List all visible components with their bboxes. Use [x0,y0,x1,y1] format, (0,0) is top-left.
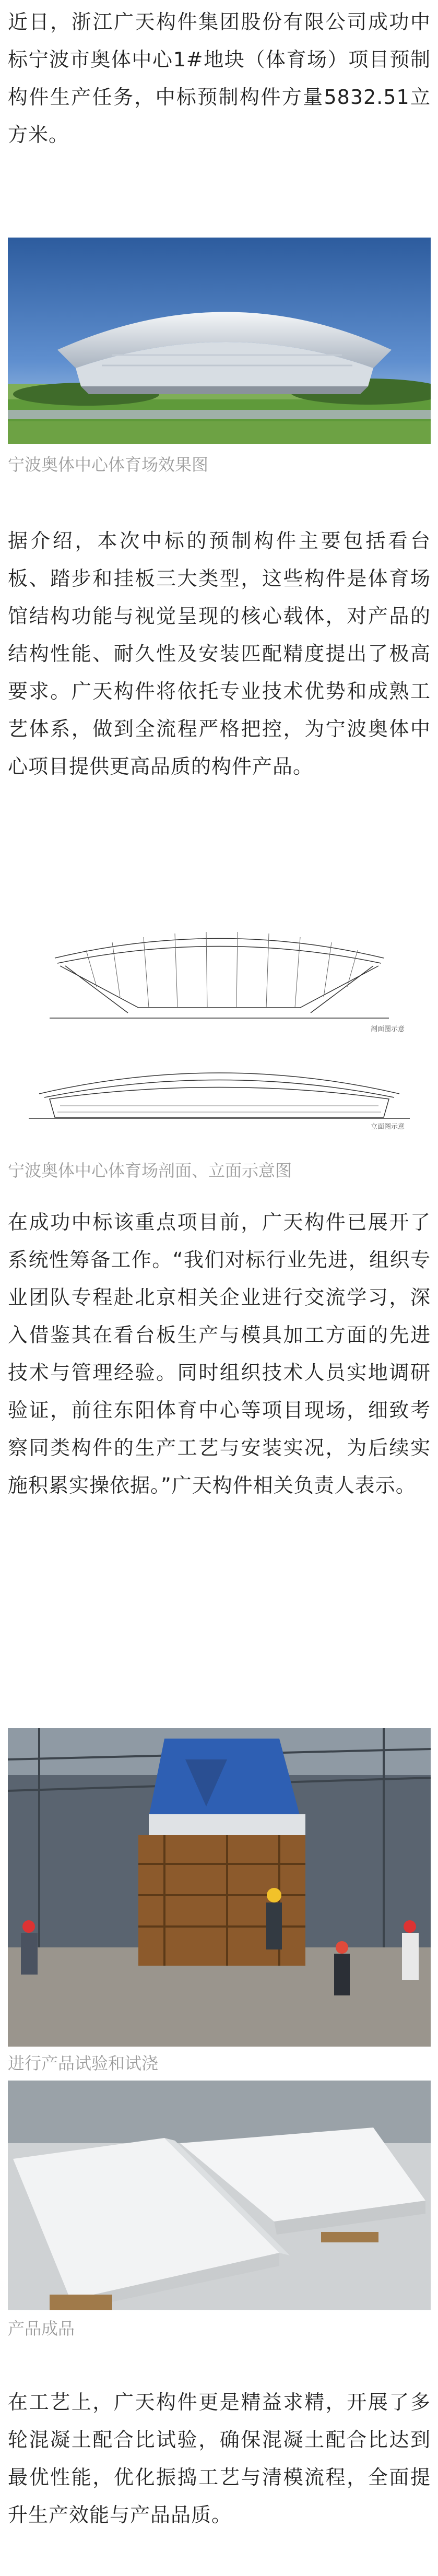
body-paragraph-process: 在工艺上，广天构件更是精益求精，开展了多轮混凝土配合比试验，确保混凝土配合比达到最优性能，优化振捣工艺与清模流程，全面提升生产效能与产品品质。 [8,2391,431,2526]
caption-section-elevation: 宁波奥体中心体育场剖面、立面示意图 [8,1161,292,1180]
intro-paragraph: 近日，浙江广天构件集团股份有限公司成功中标宁波市奥体中心1#地块（体育场）项目预制构件生产任务，中标预制构件方量5832.51立方米。 [8,10,431,146]
body-paragraph-preparation: 在成功中标该重点项目前，广天构件已展开了系统性筹备工作。“我们对标行业先进，组织专业团队专程赴北京相关企业进行交流学习，深入借鉴其在看台板生产与模具加工方面的先进技术与管理经验。同时组织技术人员实地调研验证，前往东阳体育中心等项目现场，细致考察同类构件的生产工艺与安装实况，为后续实施积累实操依据。”广天构件相关负责人表示。 [8,1211,431,1497]
caption-trial-pouring: 进行产品试验和试浇 [8,2053,159,2073]
stadium-rendering-image [8,238,431,444]
caption-stadium-rendering: 宁波奥体中心体育场效果图 [8,455,209,475]
caption-finished-products: 产品成品 [8,2319,75,2338]
section-elevation-drawing [8,914,431,1149]
factory-trial-photo [8,1728,431,2047]
body-paragraph-components: 据介绍，本次中标的预制构件主要包括看台板、踏步和挂板三大类型，这些构件是体育场馆结构功能与视觉呈现的核心载体，对产品的结构性能、耐久性及安装匹配精度提出了极高要求。广天构件将依托专业技术优势和成熟工艺体系，做到全流程严格把控，为宁波奥体中心项目提供更高品质的构件产品。 [8,529,431,778]
section-drawing-label: 剖面图示意 [371,1025,405,1033]
finished-products-photo [8,2081,431,2310]
elevation-drawing-label: 立面图示意 [371,1123,405,1131]
